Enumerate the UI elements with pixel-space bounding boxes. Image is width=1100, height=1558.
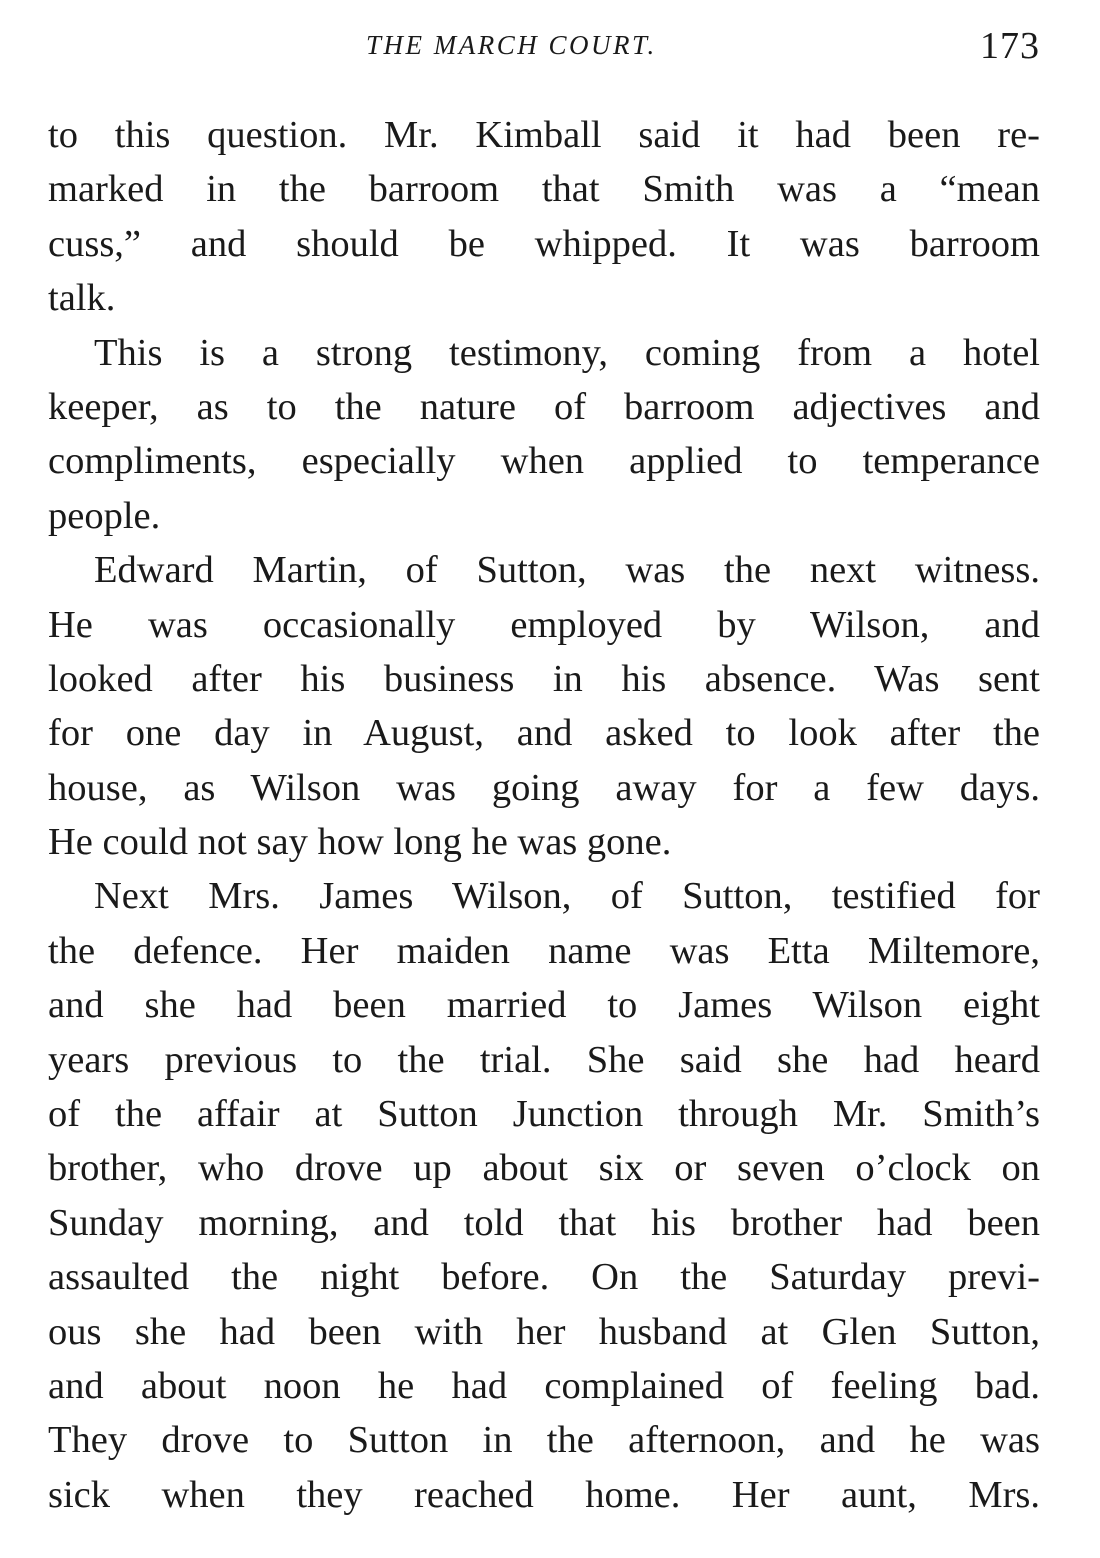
- text-line: keeper, as to the nature of barroom adjectives and: [48, 385, 1040, 428]
- body-text: [48, 108, 1040, 1522]
- running-head: [48, 24, 1040, 74]
- text-line: people.: [48, 494, 161, 537]
- text-line: looked after his business in his absence. Was sent: [48, 657, 1040, 700]
- text-line: They drove to Sutton in the afternoon, and he was: [48, 1419, 1040, 1462]
- text-line: marked in the barroom that Smith was a “mean: [48, 168, 1040, 211]
- text-line: the defence. Her maiden name was Etta Miltemore,: [48, 929, 1040, 972]
- text-line: compliments, especially when applied to temperance: [48, 440, 1040, 483]
- text-line: ous she had been with her husband at Glen Sutton,: [48, 1310, 1040, 1353]
- text-line: brother, who drove up about six or seven o’clock on: [48, 1147, 1040, 1190]
- text-line: He was occasionally employed by Wilson, and: [48, 603, 1040, 646]
- text-line: assaulted the night before. On the Saturday previ-: [48, 1256, 1040, 1299]
- text-line: Edward Martin, of Sutton, was the next witness.: [94, 549, 1040, 592]
- page-number: 173: [980, 25, 1040, 67]
- text-line: talk.: [48, 277, 116, 320]
- text-line: Sunday morning, and told that his brother had been: [48, 1201, 1040, 1244]
- text-line: of the affair at Sutton Junction through Mr. Smith’s: [48, 1093, 1040, 1136]
- text-line: This is a strong testimony, coming from a hotel: [94, 331, 1040, 374]
- text-line: and about noon he had complained of feeling bad.: [48, 1364, 1040, 1407]
- running-title: THE MARCH COURT.: [366, 30, 657, 60]
- text-line: for one day in August, and asked to look after the: [48, 712, 1040, 755]
- text-line: years previous to the trial. She said she had heard: [48, 1038, 1040, 1081]
- text-line: sick when they reached home. Her aunt, Mrs.: [48, 1473, 1040, 1516]
- text-line: cuss,” and should be whipped. It was barroom: [48, 222, 1040, 265]
- text-line: and she had been married to James Wilson eight: [48, 984, 1040, 1027]
- text-line: Next Mrs. James Wilson, of Sutton, testified for: [94, 875, 1040, 918]
- text-line: to this question. Mr. Kimball said it had been re-: [48, 114, 1040, 156]
- text-line: He could not say how long he was gone.: [48, 821, 672, 864]
- text-line: house, as Wilson was going away for a few days.: [48, 766, 1040, 809]
